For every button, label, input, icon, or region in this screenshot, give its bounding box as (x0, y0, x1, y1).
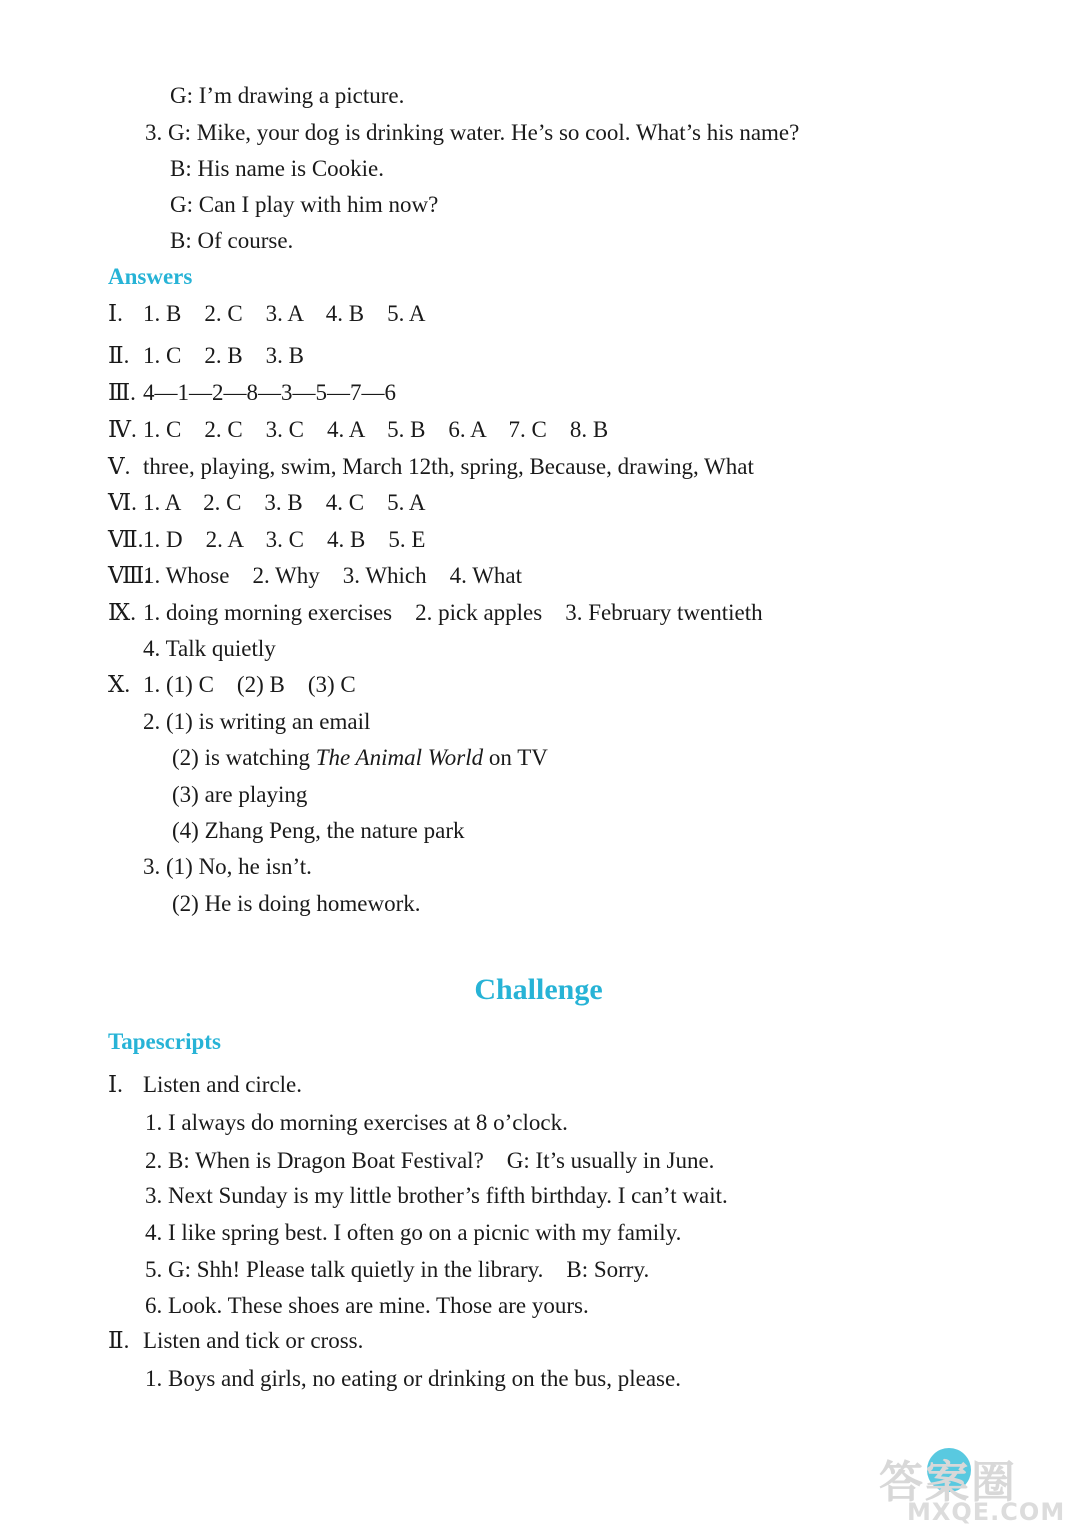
roman-numeral: Ⅰ. (108, 1072, 123, 1097)
roman-numeral: Ⅹ. (108, 672, 131, 697)
roman-numeral: Ⅵ. (108, 490, 137, 515)
roman-numeral: Ⅳ. (108, 417, 137, 442)
dialogue-line: B: Of course. (170, 228, 294, 253)
roman-numeral: Ⅲ. (108, 380, 136, 405)
watermark-site: MXQE.COM (907, 1498, 1066, 1526)
roman-numeral: Ⅷ. (108, 563, 150, 588)
dialogue-line: G: I’m drawing a picture. (170, 83, 405, 108)
answer-line: (2) He is doing homework. (172, 891, 421, 916)
answer-line: three, playing, swim, March 12th, spring, Because, drawing, What (143, 454, 754, 479)
tapescript-line: 3. Next Sunday is my little brother’s fifth birthday. I can’t wait. (145, 1183, 728, 1208)
answer-line: 4. Talk quietly (143, 636, 276, 661)
tapescript-line: 5. G: Shh! Please talk quietly in the library. B: Sorry. (145, 1257, 650, 1282)
answer-text: on TV (483, 745, 548, 770)
roman-numeral: Ⅰ. (108, 301, 123, 326)
answer-line: (4) Zhang Peng, the nature park (172, 818, 465, 843)
roman-numeral: Ⅱ. (108, 343, 130, 368)
dialogue-line: B: His name is Cookie. (170, 156, 385, 181)
answer-line: 1. (1) C (2) B (3) C (143, 672, 356, 697)
answer-text: (2) is watching (172, 745, 316, 770)
tapescript-line: 1. I always do morning exercises at 8 o’clock. (145, 1110, 568, 1135)
dialogue-line: G: Can I play with him now? (170, 192, 439, 217)
answers-heading: Answers (108, 264, 193, 289)
watermark-logo: 答案圈 (879, 1457, 1017, 1508)
answer-line: 4—1—2—8—3—5—7—6 (143, 380, 396, 405)
tapescript-line: 1. Boys and girls, no eating or drinking on the bus, please. (145, 1366, 681, 1391)
watermark (879, 1440, 1069, 1530)
program-title: The Animal World (315, 745, 484, 770)
tapescript-line: Listen and circle. (143, 1072, 303, 1097)
section-title: Challenge (474, 973, 603, 1006)
answer-line: 1. C 2. B 3. B (143, 343, 305, 368)
answer-line: 3. (1) No, he isn’t. (143, 854, 312, 879)
answer-line: 1. C 2. C 3. C 4. A 5. B 6. A 7. C 8. B (143, 417, 609, 442)
tapescript-line: 6. Look. These shoes are mine. Those are yours. (145, 1293, 589, 1318)
answer-line: 1. A 2. C 3. B 4. C 5. A (143, 490, 426, 515)
answer-line: 1. D 2. A 3. C 4. B 5. E (143, 527, 426, 552)
tapescript-line: Listen and tick or cross. (143, 1328, 364, 1353)
answer-line: 1. Whose 2. Why 3. Which 4. What (143, 563, 523, 588)
answer-line: 2. (1) is writing an email (143, 709, 371, 734)
answer-line (172, 744, 548, 772)
answer-line: (3) are playing (172, 782, 308, 807)
answer-line: 1. B 2. C 3. A 4. B 5. A (143, 301, 426, 326)
dialogue-line: 3. G: Mike, your dog is drinking water. He’s so cool. What’s his name? (145, 120, 800, 145)
tapescripts-heading: Tapescripts (108, 1029, 221, 1054)
answer-line: 1. doing morning exercises 2. pick apples 3. February twentieth (143, 600, 763, 625)
roman-numeral: Ⅱ. (108, 1328, 130, 1353)
roman-numeral: Ⅸ. (108, 600, 136, 625)
tapescript-line: 4. I like spring best. I often go on a picnic with my family. (145, 1220, 682, 1245)
roman-numeral: Ⅶ. (108, 527, 144, 552)
tapescript-line: 2. B: When is Dragon Boat Festival? G: It’s usually in June. (145, 1148, 715, 1173)
roman-numeral: Ⅴ. (108, 454, 131, 479)
